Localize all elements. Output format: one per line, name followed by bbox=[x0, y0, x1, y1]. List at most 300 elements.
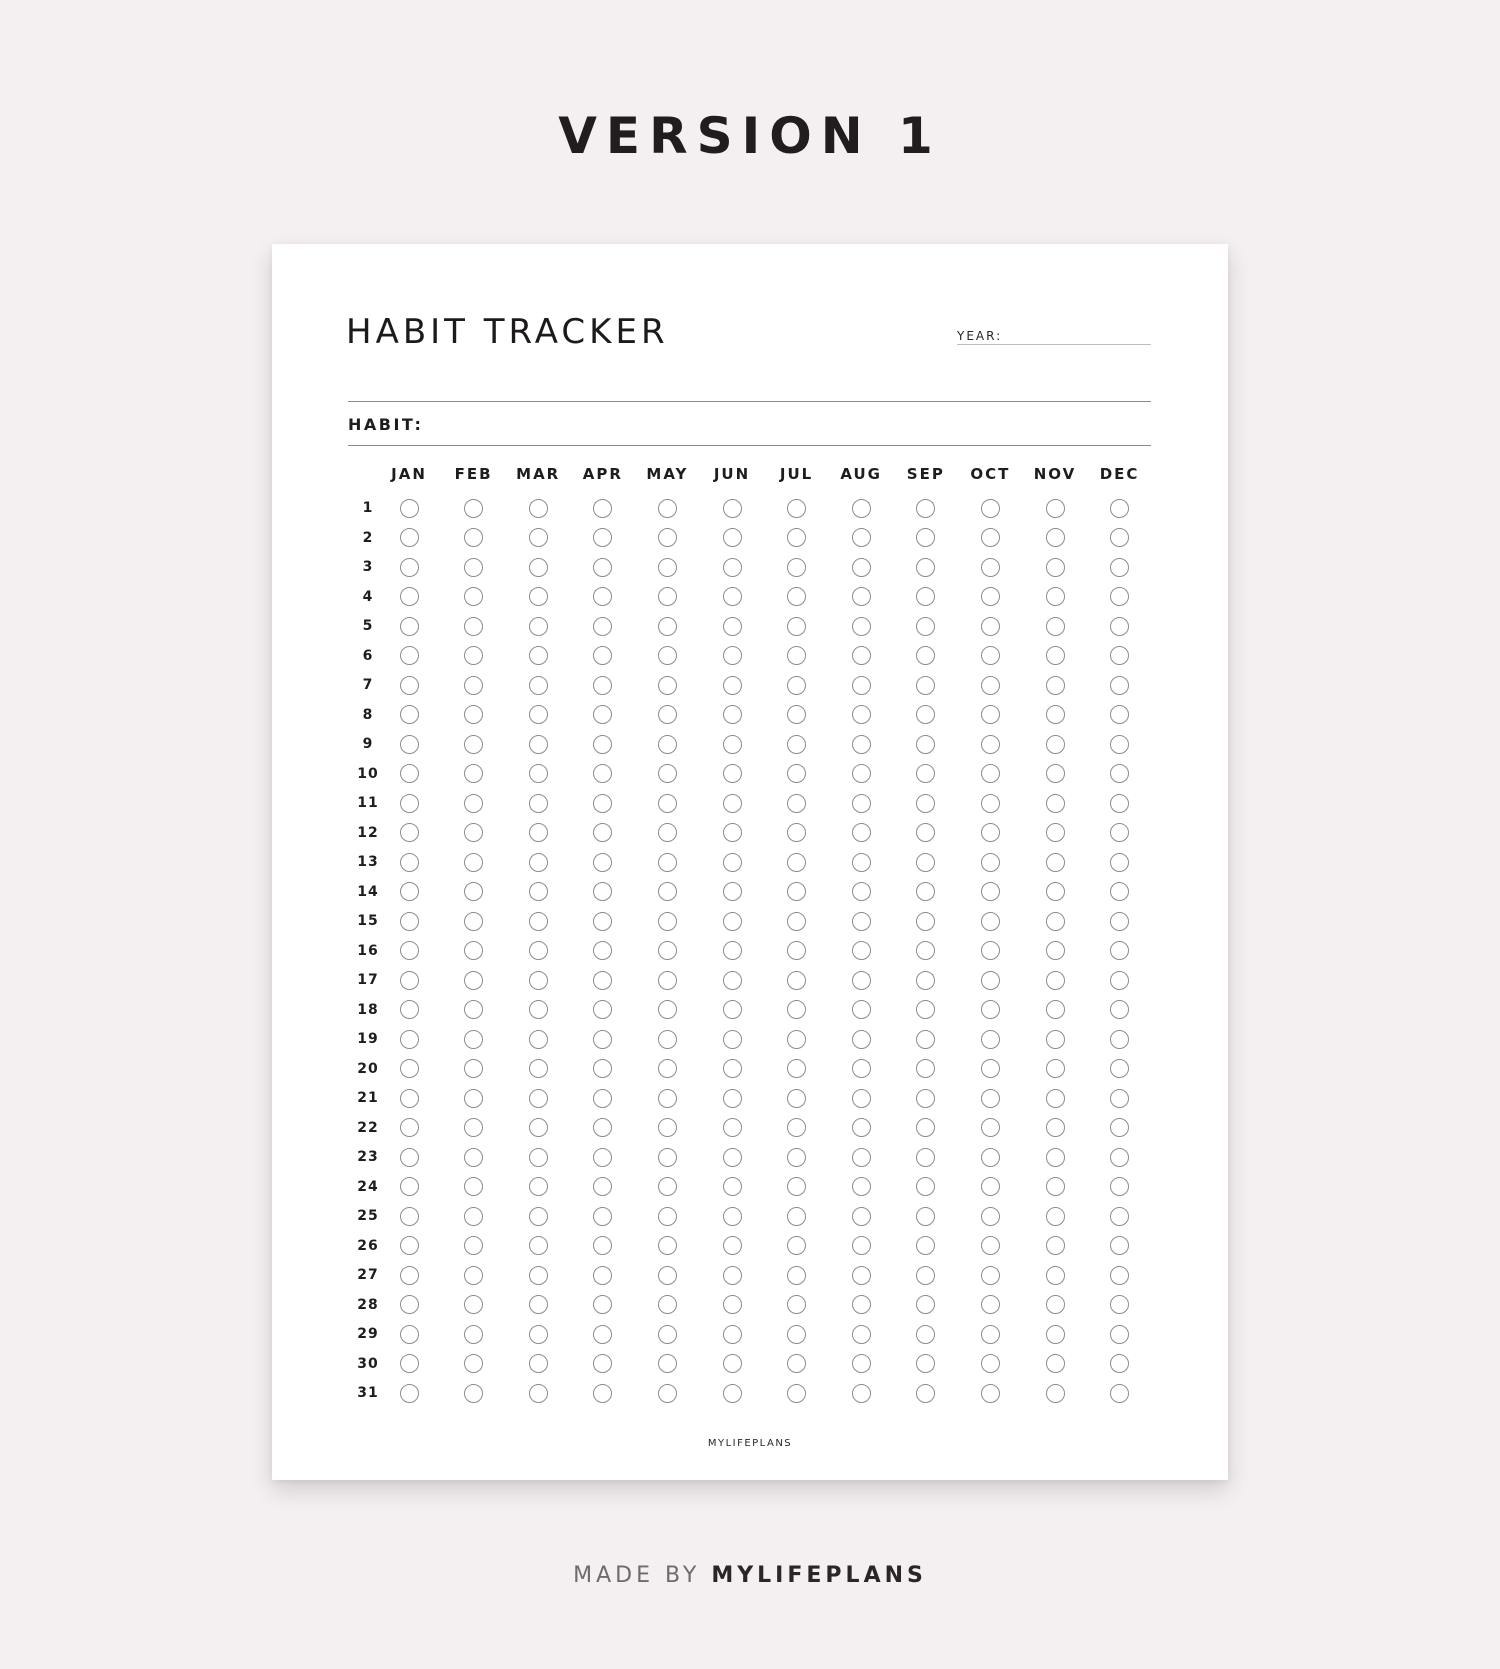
habit-checkbox[interactable] bbox=[658, 1059, 677, 1078]
habit-checkbox[interactable] bbox=[787, 1354, 806, 1373]
habit-checkbox[interactable] bbox=[593, 764, 612, 783]
habit-checkbox[interactable] bbox=[1046, 528, 1065, 547]
habit-checkbox[interactable] bbox=[593, 1325, 612, 1344]
habit-checkbox[interactable] bbox=[529, 823, 548, 842]
habit-checkbox[interactable] bbox=[400, 794, 419, 813]
habit-checkbox[interactable] bbox=[529, 1236, 548, 1255]
habit-checkbox[interactable] bbox=[916, 705, 935, 724]
habit-checkbox[interactable] bbox=[400, 971, 419, 990]
habit-checkbox[interactable] bbox=[916, 1118, 935, 1137]
habit-checkbox[interactable] bbox=[1046, 705, 1065, 724]
habit-checkbox[interactable] bbox=[723, 1266, 742, 1285]
habit-checkbox[interactable] bbox=[1046, 853, 1065, 872]
habit-checkbox[interactable] bbox=[593, 1000, 612, 1019]
habit-checkbox[interactable] bbox=[464, 1325, 483, 1344]
habit-checkbox[interactable] bbox=[723, 1000, 742, 1019]
habit-checkbox[interactable] bbox=[593, 971, 612, 990]
habit-checkbox[interactable] bbox=[723, 1089, 742, 1108]
habit-checkbox[interactable] bbox=[593, 1118, 612, 1137]
habit-checkbox[interactable] bbox=[464, 705, 483, 724]
habit-checkbox[interactable] bbox=[852, 1177, 871, 1196]
habit-checkbox[interactable] bbox=[723, 1030, 742, 1049]
habit-checkbox[interactable] bbox=[787, 558, 806, 577]
habit-checkbox[interactable] bbox=[1110, 1354, 1129, 1373]
habit-checkbox[interactable] bbox=[658, 646, 677, 665]
habit-checkbox[interactable] bbox=[787, 794, 806, 813]
habit-checkbox[interactable] bbox=[464, 764, 483, 783]
habit-checkbox[interactable] bbox=[1046, 735, 1065, 754]
habit-checkbox[interactable] bbox=[787, 1148, 806, 1167]
habit-checkbox[interactable] bbox=[723, 499, 742, 518]
habit-checkbox[interactable] bbox=[593, 1059, 612, 1078]
habit-checkbox[interactable] bbox=[400, 853, 419, 872]
habit-checkbox[interactable] bbox=[529, 1207, 548, 1226]
habit-checkbox[interactable] bbox=[464, 1384, 483, 1403]
habit-checkbox[interactable] bbox=[464, 1295, 483, 1314]
habit-checkbox[interactable] bbox=[916, 1089, 935, 1108]
habit-checkbox[interactable] bbox=[981, 705, 1000, 724]
habit-checkbox[interactable] bbox=[787, 853, 806, 872]
habit-checkbox[interactable] bbox=[1110, 587, 1129, 606]
habit-checkbox[interactable] bbox=[464, 1148, 483, 1167]
habit-checkbox[interactable] bbox=[852, 1148, 871, 1167]
habit-checkbox[interactable] bbox=[852, 1000, 871, 1019]
habit-checkbox[interactable] bbox=[787, 823, 806, 842]
habit-checkbox[interactable] bbox=[1046, 617, 1065, 636]
habit-checkbox[interactable] bbox=[464, 794, 483, 813]
habit-checkbox[interactable] bbox=[658, 705, 677, 724]
habit-checkbox[interactable] bbox=[916, 617, 935, 636]
habit-checkbox[interactable] bbox=[916, 676, 935, 695]
habit-checkbox[interactable] bbox=[981, 1000, 1000, 1019]
habit-checkbox[interactable] bbox=[529, 1266, 548, 1285]
habit-checkbox[interactable] bbox=[787, 912, 806, 931]
habit-checkbox[interactable] bbox=[981, 1266, 1000, 1285]
habit-checkbox[interactable] bbox=[723, 882, 742, 901]
habit-checkbox[interactable] bbox=[1046, 1089, 1065, 1108]
habit-checkbox[interactable] bbox=[723, 853, 742, 872]
habit-checkbox[interactable] bbox=[464, 1207, 483, 1226]
habit-checkbox[interactable] bbox=[464, 676, 483, 695]
habit-checkbox[interactable] bbox=[981, 912, 1000, 931]
habit-checkbox[interactable] bbox=[593, 1177, 612, 1196]
habit-checkbox[interactable] bbox=[852, 735, 871, 754]
habit-checkbox[interactable] bbox=[787, 1384, 806, 1403]
habit-checkbox[interactable] bbox=[1046, 558, 1065, 577]
habit-checkbox[interactable] bbox=[852, 882, 871, 901]
habit-checkbox[interactable] bbox=[529, 1354, 548, 1373]
habit-checkbox[interactable] bbox=[593, 617, 612, 636]
habit-checkbox[interactable] bbox=[593, 705, 612, 724]
habit-checkbox[interactable] bbox=[1046, 499, 1065, 518]
habit-checkbox[interactable] bbox=[529, 764, 548, 783]
habit-checkbox[interactable] bbox=[658, 1207, 677, 1226]
habit-checkbox[interactable] bbox=[464, 528, 483, 547]
habit-checkbox[interactable] bbox=[1110, 528, 1129, 547]
habit-checkbox[interactable] bbox=[1110, 912, 1129, 931]
habit-checkbox[interactable] bbox=[529, 941, 548, 960]
habit-checkbox[interactable] bbox=[529, 1000, 548, 1019]
habit-checkbox[interactable] bbox=[723, 587, 742, 606]
habit-checkbox[interactable] bbox=[464, 617, 483, 636]
habit-checkbox[interactable] bbox=[529, 794, 548, 813]
habit-checkbox[interactable] bbox=[916, 1354, 935, 1373]
habit-checkbox[interactable] bbox=[529, 617, 548, 636]
habit-checkbox[interactable] bbox=[464, 499, 483, 518]
habit-checkbox[interactable] bbox=[400, 1118, 419, 1137]
habit-checkbox[interactable] bbox=[981, 1177, 1000, 1196]
habit-checkbox[interactable] bbox=[981, 1384, 1000, 1403]
habit-checkbox[interactable] bbox=[852, 1207, 871, 1226]
habit-checkbox[interactable] bbox=[400, 1000, 419, 1019]
habit-checkbox[interactable] bbox=[787, 882, 806, 901]
habit-checkbox[interactable] bbox=[1110, 1177, 1129, 1196]
habit-checkbox[interactable] bbox=[916, 1325, 935, 1344]
habit-checkbox[interactable] bbox=[593, 558, 612, 577]
habit-checkbox[interactable] bbox=[1110, 853, 1129, 872]
habit-checkbox[interactable] bbox=[1046, 1030, 1065, 1049]
habit-checkbox[interactable] bbox=[723, 528, 742, 547]
habit-checkbox[interactable] bbox=[787, 617, 806, 636]
habit-checkbox[interactable] bbox=[787, 499, 806, 518]
habit-checkbox[interactable] bbox=[981, 1295, 1000, 1314]
habit-checkbox[interactable] bbox=[400, 1236, 419, 1255]
habit-checkbox[interactable] bbox=[658, 764, 677, 783]
habit-checkbox[interactable] bbox=[529, 971, 548, 990]
habit-checkbox[interactable] bbox=[400, 941, 419, 960]
habit-checkbox[interactable] bbox=[400, 676, 419, 695]
habit-checkbox[interactable] bbox=[1046, 882, 1065, 901]
habit-checkbox[interactable] bbox=[787, 1236, 806, 1255]
habit-checkbox[interactable] bbox=[916, 764, 935, 783]
habit-checkbox[interactable] bbox=[658, 1236, 677, 1255]
habit-checkbox[interactable] bbox=[916, 646, 935, 665]
habit-checkbox[interactable] bbox=[529, 1089, 548, 1108]
habit-checkbox[interactable] bbox=[916, 794, 935, 813]
habit-checkbox[interactable] bbox=[529, 1295, 548, 1314]
habit-checkbox[interactable] bbox=[852, 1030, 871, 1049]
habit-checkbox[interactable] bbox=[593, 1030, 612, 1049]
habit-checkbox[interactable] bbox=[464, 1000, 483, 1019]
habit-checkbox[interactable] bbox=[529, 1030, 548, 1049]
habit-checkbox[interactable] bbox=[658, 1030, 677, 1049]
habit-checkbox[interactable] bbox=[593, 735, 612, 754]
habit-checkbox[interactable] bbox=[464, 1030, 483, 1049]
habit-checkbox[interactable] bbox=[400, 1295, 419, 1314]
habit-checkbox[interactable] bbox=[1046, 971, 1065, 990]
habit-checkbox[interactable] bbox=[1110, 705, 1129, 724]
habit-checkbox[interactable] bbox=[852, 853, 871, 872]
habit-checkbox[interactable] bbox=[464, 646, 483, 665]
habit-checkbox[interactable] bbox=[1110, 1148, 1129, 1167]
habit-checkbox[interactable] bbox=[916, 499, 935, 518]
habit-checkbox[interactable] bbox=[529, 676, 548, 695]
habit-checkbox[interactable] bbox=[593, 1236, 612, 1255]
habit-checkbox[interactable] bbox=[852, 941, 871, 960]
habit-rule-bottom[interactable] bbox=[348, 445, 1151, 446]
habit-checkbox[interactable] bbox=[852, 1384, 871, 1403]
habit-checkbox[interactable] bbox=[1110, 764, 1129, 783]
habit-checkbox[interactable] bbox=[1110, 676, 1129, 695]
habit-checkbox[interactable] bbox=[723, 735, 742, 754]
habit-checkbox[interactable] bbox=[1110, 1059, 1129, 1078]
habit-checkbox[interactable] bbox=[658, 735, 677, 754]
habit-checkbox[interactable] bbox=[852, 617, 871, 636]
habit-checkbox[interactable] bbox=[981, 941, 1000, 960]
habit-checkbox[interactable] bbox=[658, 1384, 677, 1403]
habit-checkbox[interactable] bbox=[529, 1059, 548, 1078]
habit-checkbox[interactable] bbox=[400, 1207, 419, 1226]
habit-checkbox[interactable] bbox=[400, 1089, 419, 1108]
habit-checkbox[interactable] bbox=[464, 882, 483, 901]
habit-checkbox[interactable] bbox=[1046, 823, 1065, 842]
habit-checkbox[interactable] bbox=[981, 735, 1000, 754]
habit-checkbox[interactable] bbox=[529, 735, 548, 754]
habit-checkbox[interactable] bbox=[852, 1118, 871, 1137]
habit-checkbox[interactable] bbox=[787, 1266, 806, 1285]
habit-checkbox[interactable] bbox=[529, 882, 548, 901]
habit-checkbox[interactable] bbox=[658, 558, 677, 577]
habit-checkbox[interactable] bbox=[1046, 764, 1065, 783]
habit-checkbox[interactable] bbox=[400, 1177, 419, 1196]
habit-checkbox[interactable] bbox=[529, 1118, 548, 1137]
habit-checkbox[interactable] bbox=[916, 823, 935, 842]
habit-checkbox[interactable] bbox=[529, 912, 548, 931]
habit-checkbox[interactable] bbox=[723, 764, 742, 783]
habit-checkbox[interactable] bbox=[723, 1177, 742, 1196]
habit-checkbox[interactable] bbox=[981, 617, 1000, 636]
habit-checkbox[interactable] bbox=[1110, 558, 1129, 577]
habit-checkbox[interactable] bbox=[916, 1207, 935, 1226]
habit-checkbox[interactable] bbox=[787, 1000, 806, 1019]
habit-checkbox[interactable] bbox=[529, 853, 548, 872]
habit-checkbox[interactable] bbox=[529, 705, 548, 724]
habit-checkbox[interactable] bbox=[1110, 1325, 1129, 1344]
habit-checkbox[interactable] bbox=[787, 587, 806, 606]
habit-checkbox[interactable] bbox=[400, 558, 419, 577]
habit-checkbox[interactable] bbox=[787, 676, 806, 695]
habit-checkbox[interactable] bbox=[1046, 1236, 1065, 1255]
year-write-line[interactable] bbox=[957, 344, 1151, 345]
habit-checkbox[interactable] bbox=[852, 912, 871, 931]
habit-checkbox[interactable] bbox=[1046, 676, 1065, 695]
habit-checkbox[interactable] bbox=[400, 528, 419, 547]
habit-checkbox[interactable] bbox=[593, 1295, 612, 1314]
habit-checkbox[interactable] bbox=[1110, 1295, 1129, 1314]
habit-checkbox[interactable] bbox=[593, 1384, 612, 1403]
habit-checkbox[interactable] bbox=[400, 1030, 419, 1049]
habit-checkbox[interactable] bbox=[916, 1236, 935, 1255]
habit-checkbox[interactable] bbox=[981, 853, 1000, 872]
habit-checkbox[interactable] bbox=[529, 1148, 548, 1167]
habit-checkbox[interactable] bbox=[723, 912, 742, 931]
habit-checkbox[interactable] bbox=[787, 941, 806, 960]
habit-checkbox[interactable] bbox=[852, 499, 871, 518]
habit-checkbox[interactable] bbox=[981, 1118, 1000, 1137]
habit-checkbox[interactable] bbox=[723, 617, 742, 636]
habit-checkbox[interactable] bbox=[1046, 1148, 1065, 1167]
habit-checkbox[interactable] bbox=[1046, 1177, 1065, 1196]
habit-checkbox[interactable] bbox=[916, 735, 935, 754]
habit-checkbox[interactable] bbox=[1110, 1000, 1129, 1019]
habit-checkbox[interactable] bbox=[852, 823, 871, 842]
habit-checkbox[interactable] bbox=[1110, 941, 1129, 960]
habit-checkbox[interactable] bbox=[723, 1325, 742, 1344]
habit-checkbox[interactable] bbox=[400, 1384, 419, 1403]
habit-checkbox[interactable] bbox=[593, 882, 612, 901]
habit-checkbox[interactable] bbox=[981, 1207, 1000, 1226]
habit-checkbox[interactable] bbox=[787, 1059, 806, 1078]
habit-checkbox[interactable] bbox=[1110, 1030, 1129, 1049]
habit-checkbox[interactable] bbox=[658, 617, 677, 636]
habit-checkbox[interactable] bbox=[1046, 1059, 1065, 1078]
habit-checkbox[interactable] bbox=[658, 676, 677, 695]
habit-checkbox[interactable] bbox=[593, 1148, 612, 1167]
habit-checkbox[interactable] bbox=[400, 823, 419, 842]
habit-checkbox[interactable] bbox=[981, 1148, 1000, 1167]
habit-checkbox[interactable] bbox=[658, 1354, 677, 1373]
habit-checkbox[interactable] bbox=[658, 912, 677, 931]
habit-checkbox[interactable] bbox=[852, 1354, 871, 1373]
habit-checkbox[interactable] bbox=[400, 617, 419, 636]
habit-checkbox[interactable] bbox=[464, 853, 483, 872]
habit-checkbox[interactable] bbox=[1046, 1325, 1065, 1344]
habit-checkbox[interactable] bbox=[464, 1177, 483, 1196]
habit-checkbox[interactable] bbox=[916, 1384, 935, 1403]
habit-checkbox[interactable] bbox=[593, 646, 612, 665]
habit-checkbox[interactable] bbox=[1110, 1118, 1129, 1137]
habit-checkbox[interactable] bbox=[852, 1059, 871, 1078]
habit-checkbox[interactable] bbox=[400, 1354, 419, 1373]
habit-checkbox[interactable] bbox=[916, 971, 935, 990]
habit-checkbox[interactable] bbox=[852, 558, 871, 577]
habit-checkbox[interactable] bbox=[787, 735, 806, 754]
habit-checkbox[interactable] bbox=[981, 882, 1000, 901]
habit-checkbox[interactable] bbox=[852, 646, 871, 665]
habit-checkbox[interactable] bbox=[658, 528, 677, 547]
habit-checkbox[interactable] bbox=[658, 1325, 677, 1344]
habit-checkbox[interactable] bbox=[787, 1030, 806, 1049]
habit-checkbox[interactable] bbox=[787, 528, 806, 547]
habit-checkbox[interactable] bbox=[464, 912, 483, 931]
habit-checkbox[interactable] bbox=[1110, 882, 1129, 901]
habit-checkbox[interactable] bbox=[723, 1207, 742, 1226]
habit-checkbox[interactable] bbox=[400, 1059, 419, 1078]
habit-checkbox[interactable] bbox=[464, 971, 483, 990]
habit-checkbox[interactable] bbox=[852, 705, 871, 724]
habit-checkbox[interactable] bbox=[1046, 1118, 1065, 1137]
habit-checkbox[interactable] bbox=[1046, 941, 1065, 960]
habit-checkbox[interactable] bbox=[529, 587, 548, 606]
habit-checkbox[interactable] bbox=[916, 1030, 935, 1049]
habit-checkbox[interactable] bbox=[852, 676, 871, 695]
habit-checkbox[interactable] bbox=[529, 499, 548, 518]
habit-checkbox[interactable] bbox=[464, 558, 483, 577]
habit-checkbox[interactable] bbox=[1046, 646, 1065, 665]
habit-checkbox[interactable] bbox=[658, 823, 677, 842]
habit-checkbox[interactable] bbox=[593, 823, 612, 842]
habit-checkbox[interactable] bbox=[593, 587, 612, 606]
habit-checkbox[interactable] bbox=[658, 1177, 677, 1196]
habit-checkbox[interactable] bbox=[1046, 1354, 1065, 1373]
habit-checkbox[interactable] bbox=[723, 823, 742, 842]
habit-checkbox[interactable] bbox=[658, 499, 677, 518]
habit-checkbox[interactable] bbox=[400, 646, 419, 665]
habit-checkbox[interactable] bbox=[1046, 1384, 1065, 1403]
habit-checkbox[interactable] bbox=[464, 1089, 483, 1108]
habit-checkbox[interactable] bbox=[529, 1177, 548, 1196]
habit-checkbox[interactable] bbox=[787, 1177, 806, 1196]
habit-checkbox[interactable] bbox=[723, 646, 742, 665]
habit-checkbox[interactable] bbox=[1110, 1266, 1129, 1285]
habit-checkbox[interactable] bbox=[916, 1148, 935, 1167]
habit-checkbox[interactable] bbox=[1110, 735, 1129, 754]
habit-checkbox[interactable] bbox=[464, 823, 483, 842]
habit-checkbox[interactable] bbox=[464, 1236, 483, 1255]
habit-checkbox[interactable] bbox=[852, 1325, 871, 1344]
habit-checkbox[interactable] bbox=[916, 587, 935, 606]
habit-checkbox[interactable] bbox=[464, 1354, 483, 1373]
habit-checkbox[interactable] bbox=[916, 558, 935, 577]
habit-checkbox[interactable] bbox=[1110, 1236, 1129, 1255]
habit-checkbox[interactable] bbox=[916, 882, 935, 901]
habit-checkbox[interactable] bbox=[723, 941, 742, 960]
habit-checkbox[interactable] bbox=[400, 705, 419, 724]
habit-checkbox[interactable] bbox=[852, 1236, 871, 1255]
habit-checkbox[interactable] bbox=[658, 1000, 677, 1019]
habit-checkbox[interactable] bbox=[464, 1266, 483, 1285]
habit-checkbox[interactable] bbox=[723, 558, 742, 577]
habit-checkbox[interactable] bbox=[916, 912, 935, 931]
habit-checkbox[interactable] bbox=[981, 499, 1000, 518]
habit-checkbox[interactable] bbox=[593, 528, 612, 547]
habit-checkbox[interactable] bbox=[400, 1148, 419, 1167]
habit-checkbox[interactable] bbox=[981, 1059, 1000, 1078]
habit-checkbox[interactable] bbox=[852, 528, 871, 547]
habit-checkbox[interactable] bbox=[981, 1354, 1000, 1373]
habit-checkbox[interactable] bbox=[852, 971, 871, 990]
habit-checkbox[interactable] bbox=[723, 1295, 742, 1314]
habit-checkbox[interactable] bbox=[916, 1000, 935, 1019]
habit-checkbox[interactable] bbox=[787, 646, 806, 665]
habit-checkbox[interactable] bbox=[529, 558, 548, 577]
habit-checkbox[interactable] bbox=[464, 735, 483, 754]
habit-checkbox[interactable] bbox=[723, 1384, 742, 1403]
habit-checkbox[interactable] bbox=[1110, 794, 1129, 813]
habit-checkbox[interactable] bbox=[981, 587, 1000, 606]
habit-checkbox[interactable] bbox=[1110, 1207, 1129, 1226]
habit-checkbox[interactable] bbox=[529, 1384, 548, 1403]
habit-checkbox[interactable] bbox=[852, 1089, 871, 1108]
habit-checkbox[interactable] bbox=[400, 1266, 419, 1285]
habit-checkbox[interactable] bbox=[852, 587, 871, 606]
habit-checkbox[interactable] bbox=[1110, 971, 1129, 990]
habit-checkbox[interactable] bbox=[464, 941, 483, 960]
habit-checkbox[interactable] bbox=[981, 646, 1000, 665]
habit-checkbox[interactable] bbox=[981, 676, 1000, 695]
habit-checkbox[interactable] bbox=[916, 1177, 935, 1196]
habit-checkbox[interactable] bbox=[400, 912, 419, 931]
habit-checkbox[interactable] bbox=[593, 1266, 612, 1285]
habit-checkbox[interactable] bbox=[787, 1118, 806, 1137]
habit-checkbox[interactable] bbox=[658, 853, 677, 872]
habit-checkbox[interactable] bbox=[981, 1030, 1000, 1049]
habit-checkbox[interactable] bbox=[852, 764, 871, 783]
habit-checkbox[interactable] bbox=[1046, 1266, 1065, 1285]
habit-checkbox[interactable] bbox=[787, 705, 806, 724]
habit-checkbox[interactable] bbox=[658, 971, 677, 990]
habit-checkbox[interactable] bbox=[1110, 499, 1129, 518]
